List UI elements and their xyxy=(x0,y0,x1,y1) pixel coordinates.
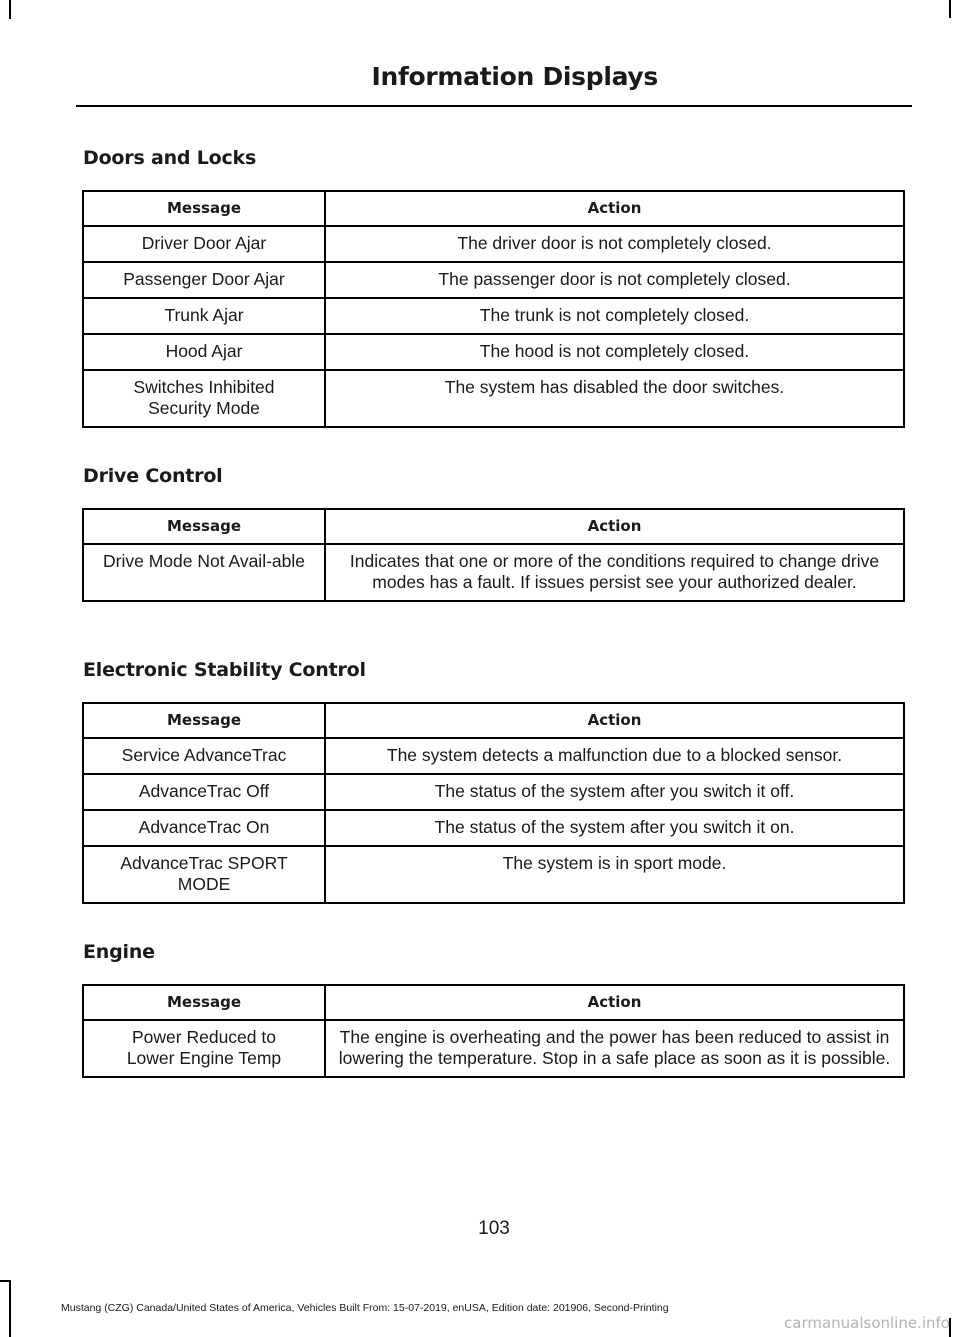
column-header-message: Message xyxy=(83,985,325,1020)
column-header-message: Message xyxy=(83,191,325,226)
section-title-engine: Engine xyxy=(83,941,155,963)
table-row xyxy=(83,774,904,810)
message-cell: Driver Door Ajar xyxy=(83,226,325,262)
crop-mark xyxy=(9,0,11,18)
action-cell: The status of the system after you switch it off. xyxy=(325,774,904,810)
message-cell: Power Reduced to Lower Engine Temp xyxy=(83,1020,325,1077)
action-cell: Indicates that one or more of the conditions required to change drive modes has a fault. If issues persist see your authorized dealer. xyxy=(325,544,904,601)
table-row xyxy=(83,298,904,334)
table-row xyxy=(83,226,904,262)
drive-control-table xyxy=(82,508,905,602)
column-header-action: Action xyxy=(325,191,904,226)
table-row xyxy=(83,370,904,427)
crop-mark xyxy=(0,1280,11,1282)
column-header-action: Action xyxy=(325,703,904,738)
action-cell: The trunk is not completely closed. xyxy=(325,298,904,334)
message-cell: Service AdvanceTrac xyxy=(83,738,325,774)
action-cell: The driver door is not completely closed. xyxy=(325,226,904,262)
table-row xyxy=(83,1020,904,1077)
section-title-electronic-stability-control: Electronic Stability Control xyxy=(83,659,366,681)
column-header-message: Message xyxy=(83,703,325,738)
message-cell: Trunk Ajar xyxy=(83,298,325,334)
crop-mark xyxy=(9,17,11,19)
message-cell: AdvanceTrac SPORT MODE xyxy=(83,846,325,903)
action-cell: The engine is overheating and the power has been reduced to assist in lowering the temperature. Stop in a safe place as soon as it is possible. xyxy=(325,1020,904,1077)
table-row xyxy=(83,262,904,298)
message-cell: Switches Inhibited Security Mode xyxy=(83,370,325,427)
action-cell: The system has disabled the door switches. xyxy=(325,370,904,427)
section-title-doors-and-locks: Doors and Locks xyxy=(83,147,257,169)
column-header-message: Message xyxy=(83,509,325,544)
action-cell: The hood is not completely closed. xyxy=(325,334,904,370)
crop-mark xyxy=(9,1280,11,1337)
action-cell: The system detects a malfunction due to a blocked sensor. xyxy=(325,738,904,774)
message-cell: Drive Mode Not Avail-able xyxy=(83,544,325,601)
action-cell: The status of the system after you switch it on. xyxy=(325,810,904,846)
page-title: Information Displays xyxy=(371,62,658,91)
message-cell: AdvanceTrac On xyxy=(83,810,325,846)
message-cell: AdvanceTrac Off xyxy=(83,774,325,810)
doors-and-locks-table xyxy=(82,190,905,428)
engine-table xyxy=(82,984,905,1078)
table-row xyxy=(83,738,904,774)
section-title-drive-control: Drive Control xyxy=(83,465,223,487)
table-row xyxy=(83,334,904,370)
column-header-action: Action xyxy=(325,509,904,544)
message-cell: Hood Ajar xyxy=(83,334,325,370)
action-cell: The system is in sport mode. xyxy=(325,846,904,903)
crop-mark xyxy=(949,0,951,18)
footer-text: Mustang (CZG) Canada/United States of America, Vehicles Built From: 15-07-2019, enUSA, Edition date: 201906, Second-Printing xyxy=(61,1302,669,1314)
table-row xyxy=(83,544,904,601)
table-row xyxy=(83,846,904,903)
action-cell: The passenger door is not completely closed. xyxy=(325,262,904,298)
watermark: carmanualsonline.info xyxy=(784,1314,950,1332)
column-header-action: Action xyxy=(325,985,904,1020)
page-number: 103 xyxy=(478,1218,510,1239)
message-cell: Passenger Door Ajar xyxy=(83,262,325,298)
header-divider xyxy=(76,105,912,107)
table-row xyxy=(83,810,904,846)
electronic-stability-control-table xyxy=(82,702,905,904)
